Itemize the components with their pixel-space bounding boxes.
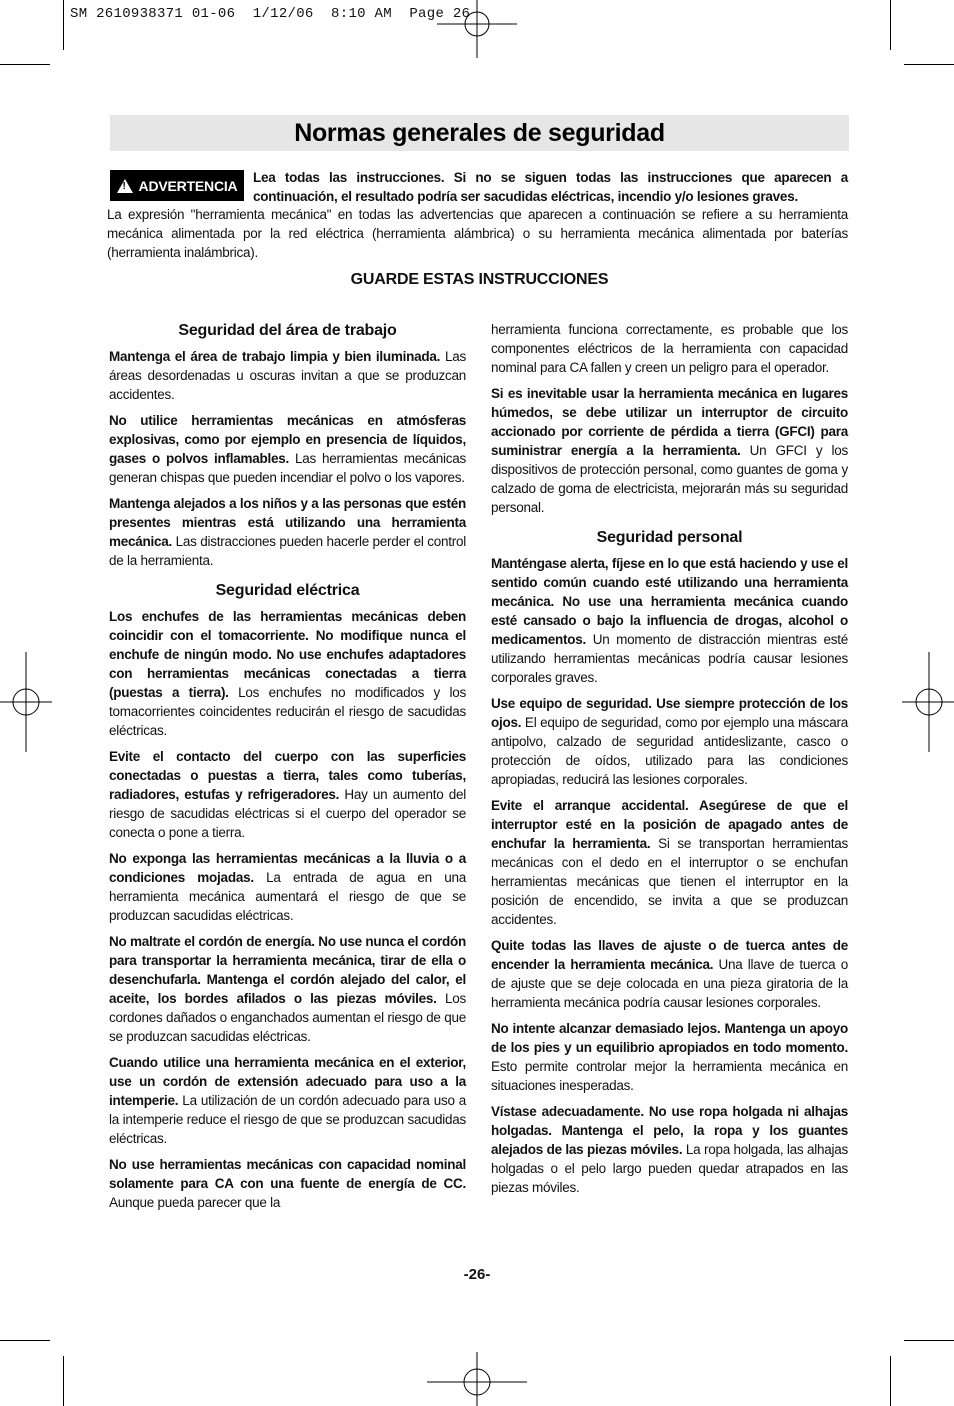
crop-mark xyxy=(0,1340,50,1341)
paragraph: Use equipo de seguridad. Use siempre protección de los ojos. El equipo de seguridad, como por ejemplo una máscara antipolvo, calzado de seguridad antideslizante, casco o protección de oídos, utilizado para las condiciones apropiadas, reducirá las lesiones corporales. xyxy=(491,696,848,787)
paragraph: No maltrate el cordón de energía. No use nunca el cordón para transportar la herramienta mecánica, tirar de ella o desenchufarla. Mantenga el cordón alejado del calor, el aceite, los bordes afilados o las piezas móviles. Los cordones dañados o enganchados aumentan el riesgo de que se produzcan sacudidas eléctricas. xyxy=(109,934,466,1044)
warning-text: Lea todas las instrucciones. Si no se siguen todas las instrucciones que aparecen a continuación, el resultado podría ser sacudidas eléctricas, incendio y/o lesiones graves. xyxy=(253,170,848,204)
warning-badge-label: ADVERTENCIA xyxy=(138,177,238,194)
title-band xyxy=(110,115,849,151)
paragraph: Los enchufes de las herramientas mecánicas deben coincidir con el tomacorriente. No modifique nunca el enchufe de ningún modo. No use enchufes adaptadores con herramientas mecánicas conectadas a tierra (puestas a tierra). Los enchufes no modificados y los tomacorrientes coincidentes reducirán el riesgo de sacudidas eléctricas. xyxy=(109,609,466,738)
registration-mark-right xyxy=(902,652,954,752)
paragraph: Si es inevitable usar la herramienta mecánica en lugares húmedos, se debe utilizar un interruptor de circuito accionado por corriente de pérdida a tierra (GFCI) para suministrar energía a la herramienta. Un GFCI y los dispositivos de protección personal, como guantes de goma y calzado de goma de electricista, mejorarán más su seguridad personal. xyxy=(491,386,848,515)
crop-mark xyxy=(63,0,64,50)
crop-mark xyxy=(0,64,50,65)
registration-mark-left xyxy=(0,652,52,752)
warning-triangle-icon xyxy=(117,179,133,193)
right-column xyxy=(491,320,848,1204)
paragraph: Manténgase alerta, fíjese en lo que está haciendo y use el sentido común cuando esté utilizando una herramienta mecánica. No use una herramienta mecánica cuando esté cansado o bajo la influencia de drogas, alcohol o medicamentos. Un momento de distracción mientras esté utilizando herramientas mecánicas podría causar lesiones corporales graves. xyxy=(491,556,848,685)
crop-mark xyxy=(63,1356,64,1406)
section-heading-work-area: Seguridad del área de trabajo xyxy=(178,322,397,339)
crop-mark xyxy=(890,1356,891,1406)
section-heading-electrical: Seguridad eléctrica xyxy=(215,582,360,599)
printer-slug: SM 2610938371 01-06 1/12/06 8:10 AM Page 26 xyxy=(70,6,471,22)
page-number: -26- xyxy=(463,1266,491,1283)
left-column xyxy=(109,320,466,1219)
paragraph: No utilice herramientas mecánicas en atmósferas explosivas, como por ejemplo en presencia de líquidos, gases o polvos inflamables. Las herramientas mecánicas generan chispas que pueden incendiar el polvo o los vapores. xyxy=(109,413,466,485)
intro-text: La expresión "herramienta mecánica" en todas las advertencias que aparecen a continuación se refiere a su herramienta mecánica alimentada por la red eléctrica (herramienta alámbrica) o su herramienta mecánica alimentada por baterías (herramienta inalámbrica). xyxy=(107,207,848,260)
crop-mark xyxy=(904,64,954,65)
paragraph: Evite el contacto del cuerpo con las superficies conectadas o puestas a tierra, tales como tuberías, radiadores, estufas y refrigeradores. Hay un aumento del riesgo de sacudidas eléctricas si el cuerpo del operador se conecta o pone a tierra. xyxy=(109,749,466,840)
paragraph: Mantenga alejados a los niños y a las personas que estén presentes mientras está utilizando una herramienta mecánica. Las distracciones pueden hacerle perder el control de la herramienta. xyxy=(109,496,466,568)
paragraph: herramienta funciona correctamente, es probable que los componentes eléctricos de la herramienta con capacidad nominal para CA fallen y creen un peligro para el operador. xyxy=(491,322,848,375)
paragraph: No use herramientas mecánicas con capacidad nominal solamente para CA con una fuente de energía de CC. Aunque pueda parecer que la xyxy=(109,1157,466,1210)
crop-mark xyxy=(904,1340,954,1341)
paragraph: No exponga las herramientas mecánicas a la lluvia o a condiciones mojadas. La entrada de agua en una herramienta mecánica aumentará el riesgo de que se produzcan sacudidas eléctricas. xyxy=(109,851,466,923)
paragraph: No intente alcanzar demasiado lejos. Mantenga un apoyo de los pies y un equilibrio apropiados en todo momento. Esto permite controlar mejor la herramienta mecánica en situaciones inesperadas. xyxy=(491,1021,848,1093)
paragraph: Evite el arranque accidental. Asegúrese de que el interruptor esté en la posición de apagado antes de enchufar la herramienta. Si se transportan herramientas mecánicas con el dedo en el interruptor o se enchufan herramientas mecánicas que tienen el interruptor en la posición de encendido, se invita a que se produzcan accidentes. xyxy=(491,798,848,927)
paragraph: Cuando utilice una herramienta mecánica en el exterior, use un cordón de extensión adecuado para uso a la intemperie. La utilización de un cordón adecuado para uso a la intemperie reduce el riesgo de que se produzcan sacudidas eléctricas. xyxy=(109,1055,466,1146)
registration-mark-top xyxy=(437,0,517,58)
paragraph: Quite todas las llaves de ajuste o de tuerca antes de encender la herramienta mecánica. Una llave de tuerca o de ajuste que se deje colocada en una pieza giratoria de la herramienta mecánica podría causar lesiones corporales. xyxy=(491,938,848,1010)
crop-mark xyxy=(890,0,891,50)
section-heading-personal: Seguridad personal xyxy=(596,529,743,546)
paragraph: Mantenga el área de trabajo limpia y bien iluminada. Las áreas desordenadas u oscuras invitan a que se produzcan accidentes. xyxy=(109,349,466,402)
paragraph: Vístase adecuadamente. No use ropa holgada ni alhajas holgadas. Mantenga el pelo, la ropa y los guantes alejados de las piezas móviles. La ropa holgada, las alhajas holgadas o el pelo largo pueden quedar atrapados en las piezas móviles. xyxy=(491,1104,848,1195)
save-instructions-heading: GUARDE ESTAS INSTRUCCIONES xyxy=(350,271,609,288)
page-title: Normas generales de seguridad xyxy=(294,119,665,147)
registration-mark-bottom xyxy=(427,1352,527,1406)
warning-badge xyxy=(110,170,244,201)
